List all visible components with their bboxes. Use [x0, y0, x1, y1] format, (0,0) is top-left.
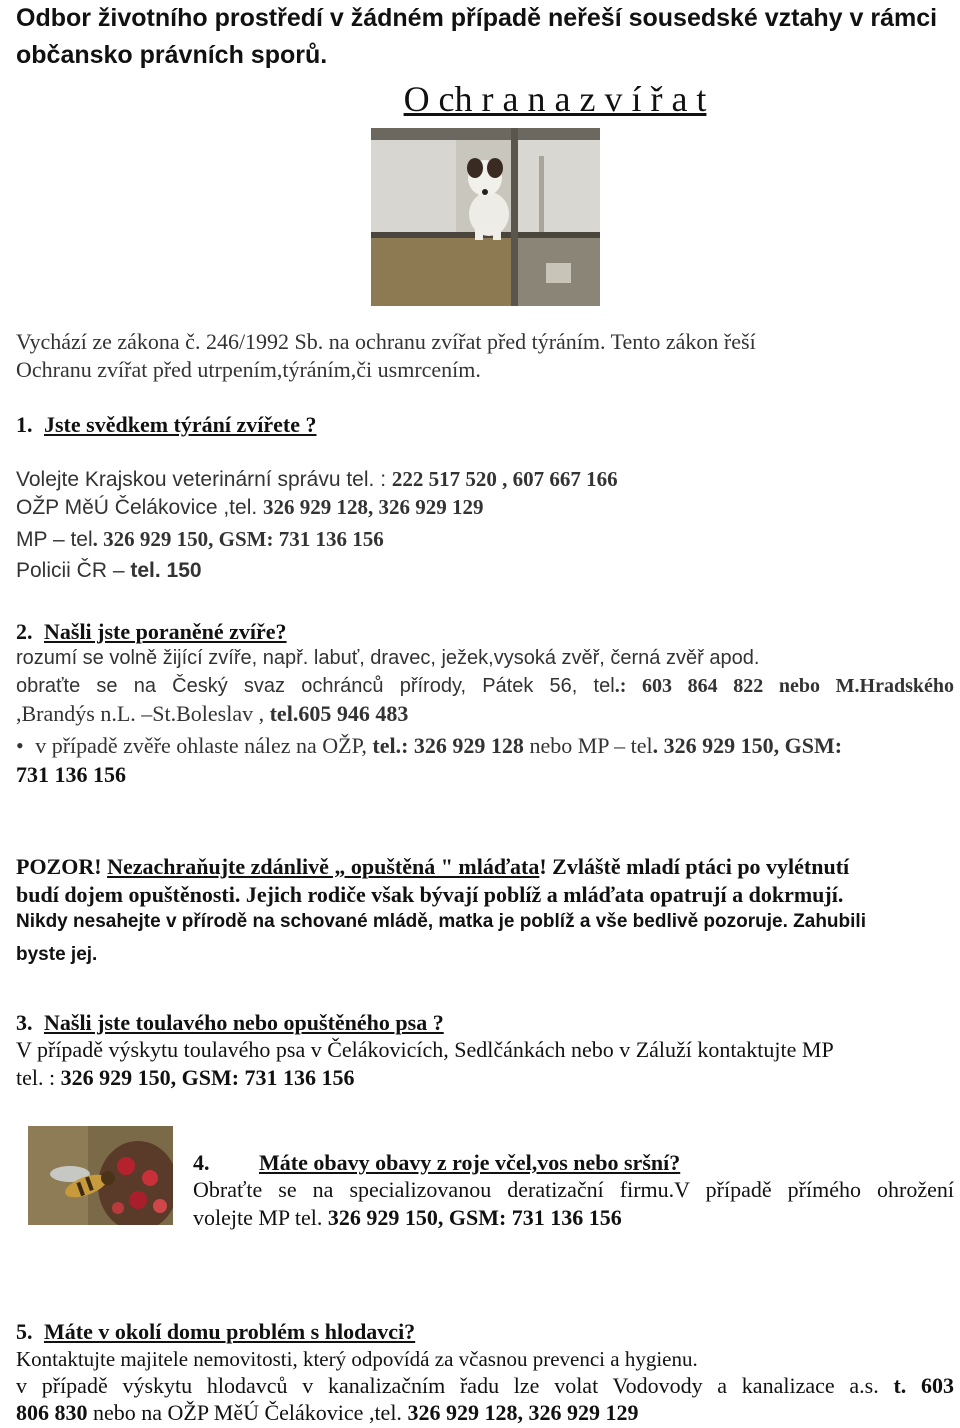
section-1-line-2 [16, 492, 954, 523]
warning-line-2: budí dojem opuštěnosti. Jejich rodiče však bývají poblíž a mláďata opatrují a dokrmují. [16, 882, 844, 907]
section-4-heading [193, 1148, 680, 1178]
intro-text-line-2: Ochranu zvířat před utrpením,týráním,či usmrcením. [16, 357, 481, 382]
bee-tel-label: volejte MP tel. [193, 1205, 328, 1230]
warning-line-1 [16, 852, 954, 882]
section-1-line-1 [16, 464, 954, 495]
section-2-line-2 [16, 671, 954, 701]
csop-address: ,Brandýs n.L. –St.Boleslav , [16, 701, 270, 726]
bee-tel-number: 326 929 150, GSM: 731 136 156 [327, 1205, 622, 1230]
warning-underlined: Nezachraňujte zdánlivě „ opuštěná " mláďata [107, 854, 540, 879]
police-phone: tel. 150 [130, 559, 202, 582]
rodent-ozp-label: nebo na OŽP MěÚ Čelákovice ,tel. [87, 1400, 408, 1425]
section-5-title: Máte v okolí domu problém s hlodavci? [44, 1319, 416, 1344]
section-2-line-1: rozumí se volně žijící zvíře, např. labuť, dravec, ježek,vysoká zvěř, černá zvěř apod. [16, 647, 760, 669]
vet-phones: 222 517 520 , 607 667 166 [391, 467, 618, 491]
vak-phone-start: t. 603 [893, 1373, 954, 1398]
ozp-phone: tel.: 326 929 128 [372, 733, 524, 758]
section-2-heading [16, 617, 954, 647]
bullet-text: v případě zvěře ohlaste nález na OŽP, [35, 733, 373, 758]
vak-phone-end: 806 830 [16, 1400, 88, 1425]
police-label: Policii ČR – [16, 559, 131, 582]
section-3-line-1: V případě výskytu toulavého psa v Čelákovicích, Sedlčánkách nebo v Záluží kontaktujte MP [16, 1037, 834, 1062]
warning-rest: ! Zvláště mladí ptáci po vylétnutí [539, 854, 850, 879]
mp-label-2: nebo MP – tel [523, 733, 653, 758]
page-title-text: O ch r a n a z v í ř a t [403, 79, 707, 119]
section-4-line-2 [193, 1203, 622, 1233]
section-2-line-4 [16, 731, 954, 761]
rodent-text: v případě výskytu hlodavců v kanalizačním řadu lze volat Vodovody a kanalizace a.s. [16, 1373, 894, 1398]
dog-tel-number: 326 929 150, GSM: 731 136 156 [60, 1065, 355, 1090]
dog-tel-label: tel. : [16, 1065, 61, 1090]
section-3-heading [16, 1008, 954, 1038]
section-2-line-3 [16, 699, 954, 729]
mp-phone-2: . 326 929 150, GSM: [652, 733, 843, 758]
section-2-number: 2. [16, 619, 33, 644]
csop-phone: .: 603 864 822 nebo M.Hradského [614, 675, 954, 697]
rodent-ozp-phones: 326 929 128, 326 929 129 [407, 1400, 639, 1425]
section-4-title: Máte obavy obavy z roje včel,vos nebo sršní? [259, 1150, 681, 1175]
section-1-line-3 [16, 524, 954, 555]
intro-text-line-1: Vychází ze zákona č. 246/1992 Sb. na ochranu zvířat před týráním. Tento zákon řeší [16, 329, 756, 354]
ozp-phones: 326 929 128, 326 929 129 [263, 495, 484, 519]
intro-heading: Odbor životního prostředí v žádném případě neřeší sousedské vztahy v rámci občansko právních sporů. [16, 4, 938, 69]
vet-label: Volejte Krajskou veterinární správu tel. : [16, 468, 392, 491]
section-5-heading [16, 1317, 954, 1347]
section-5-line-1: Kontaktujte majitele nemovitosti, který odpovídá za včasnou prevenci a hygienu. [16, 1347, 698, 1371]
section-4-line-1: Obraťte se na specializovanou deratizační firmu.V případě přímého ohrožení [193, 1177, 954, 1202]
section-5-line-2 [16, 1371, 954, 1401]
section-1-title: Jste svědkem týrání zvířete ? [44, 412, 317, 437]
dog-behind-door-photo [371, 128, 600, 306]
section-1-number: 1. [16, 412, 33, 437]
section-1-heading [16, 410, 954, 440]
section-3-title: Našli jste toulavého nebo opuštěného psa ? [44, 1010, 444, 1035]
section-3-line-2 [16, 1063, 954, 1093]
warning-pozor: POZOR! [16, 854, 108, 879]
csop-label: obraťte se na Český svaz ochránců přírody, Pátek 56, tel [16, 675, 615, 697]
mp-phones: . 326 929 150, GSM: 731 136 156 [92, 527, 384, 551]
bullet-icon: • [16, 733, 24, 758]
warning-line-3: Nikdy nesahejte v přírodě na schované mládě, matka je poblíž a vše bedlivě pozoruje. Zahubili [16, 911, 866, 932]
section-4-number: 4. [193, 1150, 210, 1175]
section-5-number: 5. [16, 1319, 33, 1344]
mp-label: MP – tel [16, 528, 93, 551]
section-5-line-3 [16, 1398, 954, 1428]
section-2-line-5: 731 136 156 [16, 762, 126, 787]
csop-phone-2: tel.605 946 483 [269, 701, 409, 726]
section-3-number: 3. [16, 1010, 33, 1035]
bee-photo [28, 1126, 173, 1225]
section-1-line-4 [16, 556, 954, 586]
ozp-label: OŽP MěÚ Čelákovice ,tel. [16, 496, 264, 519]
section-2-title: Našli jste poraněné zvíře? [44, 619, 287, 644]
warning-line-4: byste jej. [16, 944, 98, 965]
page-title [0, 78, 960, 120]
